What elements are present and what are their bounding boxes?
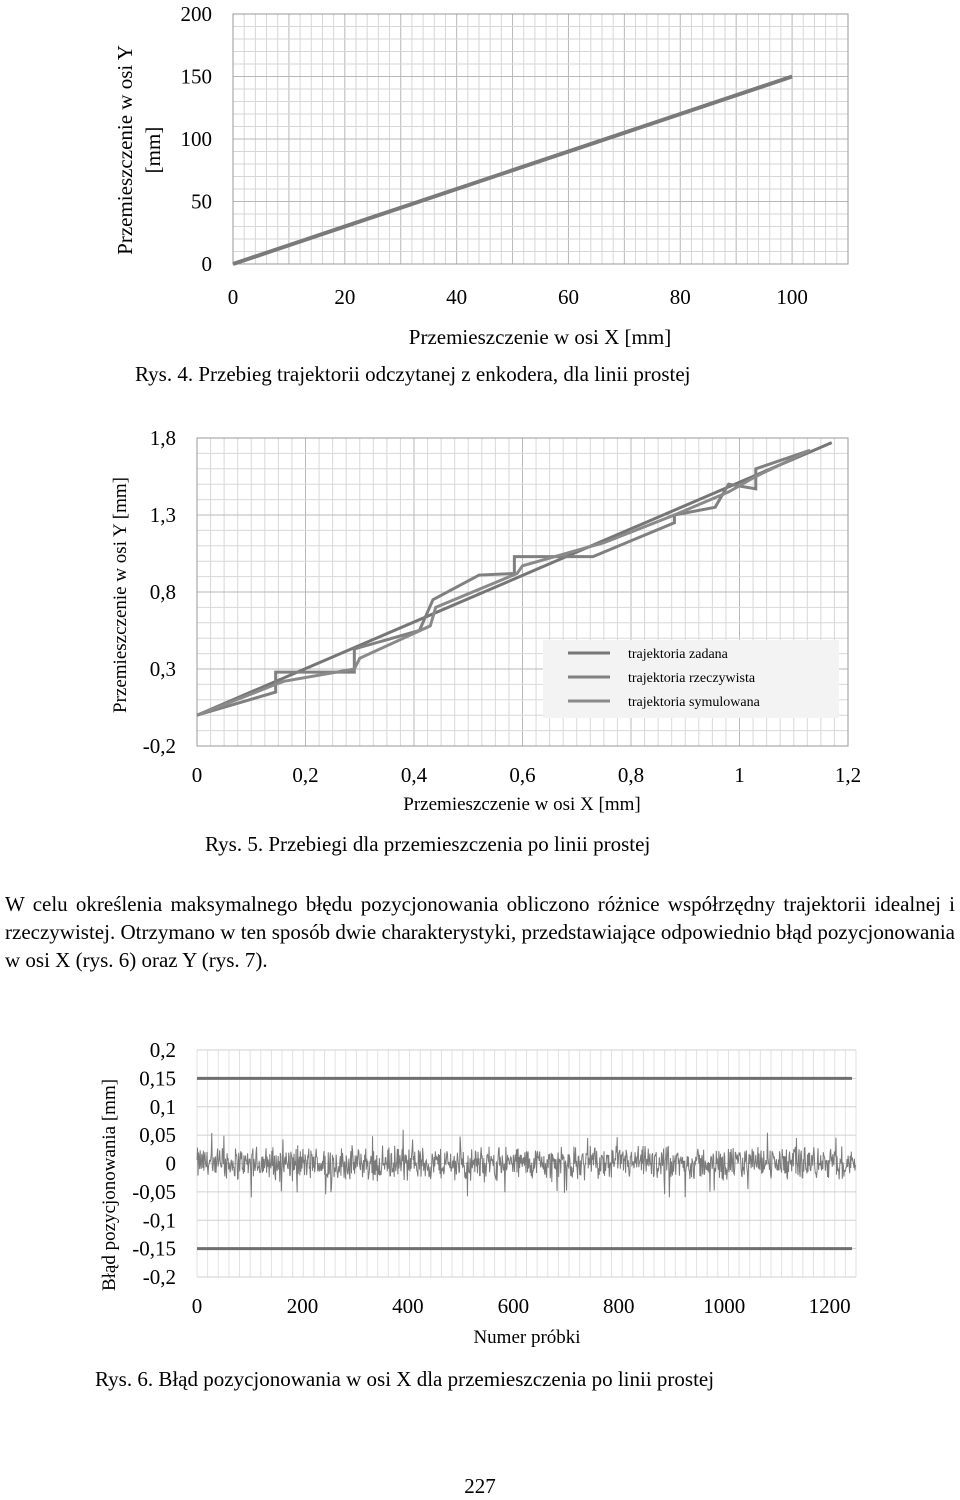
figure-4-chart [0, 0, 960, 350]
fig4-x-tick-label: 60 [557, 285, 579, 309]
fig5-legend [543, 640, 839, 718]
fig5-y-tick-label: -0,2 [142, 734, 176, 758]
fig5-x-tick-label: 1 [734, 763, 745, 787]
fig4-x-tick-label: 20 [334, 285, 356, 309]
fig6-x-tick-label: 1000 [703, 1294, 746, 1318]
fig4-grid [233, 14, 848, 264]
fig5-y-tick-label: 1,3 [149, 503, 176, 527]
fig5-x-tick-label: 0,2 [292, 763, 319, 787]
fig4-y-tick-label: 0 [201, 252, 212, 276]
fig5-legend-label: trajektoria symulowana [628, 695, 760, 710]
fig4-x-axis-label: Przemieszczenie w osi X [mm] [408, 325, 672, 349]
fig5-x-tick-label: 0,4 [400, 763, 428, 787]
fig5-legend-label: trajektoria zadana [628, 647, 728, 662]
figure-4-caption: Rys. 4. Przebieg trajektorii odczytanej z enkodera, dla linii prostej [135, 362, 691, 386]
fig4-x-tick-label: 80 [669, 285, 691, 309]
figure-6-caption: Rys. 6. Błąd pozycjonowania w osi X dla przemieszczenia po linii prostej [95, 1367, 715, 1391]
fig6-x-tick-label: 0 [191, 1294, 203, 1318]
fig5-x-axis-label: Przemieszczenie w osi X [mm] [403, 794, 641, 815]
fig6-y-tick-label: -0,2 [142, 1265, 176, 1289]
fig4-x-tick-label: 0 [227, 285, 239, 309]
fig4-y-axis-label-line2: [mm] [141, 126, 165, 174]
figure-6-chart [0, 1035, 960, 1355]
fig4-x-tick-label: 100 [776, 285, 808, 309]
fig4-y-axis-label-line1: Przemieszczenie w osi Y [113, 45, 137, 255]
fig6-y-tick-label: 0,05 [139, 1123, 176, 1148]
fig5-legend-label: trajektoria rzeczywista [628, 671, 756, 686]
fig4-x-tick-label: 40 [446, 285, 468, 309]
fig5-y-axis-label: Przemieszczenie w osi Y [mm] [110, 476, 131, 714]
fig6-x-tick-label: 400 [392, 1294, 424, 1318]
fig5-y-tick-label: 0,8 [149, 580, 176, 604]
figure-5-chart [0, 420, 960, 820]
fig5-y-tick-label: 0,3 [149, 657, 176, 681]
fig4-y-tick-label: 200 [180, 2, 212, 26]
fig5-x-tick-label: 0,6 [509, 763, 536, 787]
fig6-x-axis-label: Numer próbki [473, 1327, 581, 1348]
fig6-y-tick-label: -0,15 [132, 1236, 176, 1261]
fig4-y-tick-label: 50 [191, 189, 212, 214]
fig5-y-tick-label: 1,8 [149, 426, 176, 450]
fig6-y-tick-label: 0,1 [149, 1094, 176, 1119]
fig5-x-tick-label: 0 [191, 763, 203, 787]
fig5-x-tick-label: 0,8 [617, 763, 645, 787]
figure-5-caption: Rys. 5. Przebiegi dla przemieszczenia po linii prostej [205, 832, 651, 856]
fig6-x-tick-label: 600 [497, 1294, 530, 1318]
fig6-x-tick-label: 800 [603, 1294, 635, 1318]
page-number: 227 [464, 1474, 496, 1498]
fig6-x-tick-label: 200 [286, 1294, 319, 1318]
fig6-y-axis-label: Błąd pozycjonowania [mm] [99, 1078, 120, 1292]
fig6-y-tick-label: 0,15 [139, 1066, 176, 1091]
fig4-y-tick-label: 100 [180, 127, 212, 151]
fig6-y-tick-label: -0,1 [142, 1208, 176, 1233]
fig5-x-tick-label: 1,2 [834, 763, 862, 787]
fig6-y-tick-label: -0,05 [132, 1179, 176, 1204]
fig6-y-tick-label: 0,2 [149, 1038, 176, 1062]
fig4-y-tick-label: 150 [180, 64, 212, 89]
fig6-y-tick-label: 0 [165, 1151, 176, 1176]
body-paragraph: W celu określenia maksymalnego błędu pozycjonowania obliczono różnice współrzędny trajektorii idealnej i rzeczywistej. Otrzymano w ten sposób dwie charakterystyki, przedstawiające odpowiednio błąd pozycjonowania w osi X (rys. 6) oraz Y (rys. 7). [5, 892, 955, 972]
fig6-x-tick-label: 1200 [808, 1294, 851, 1318]
